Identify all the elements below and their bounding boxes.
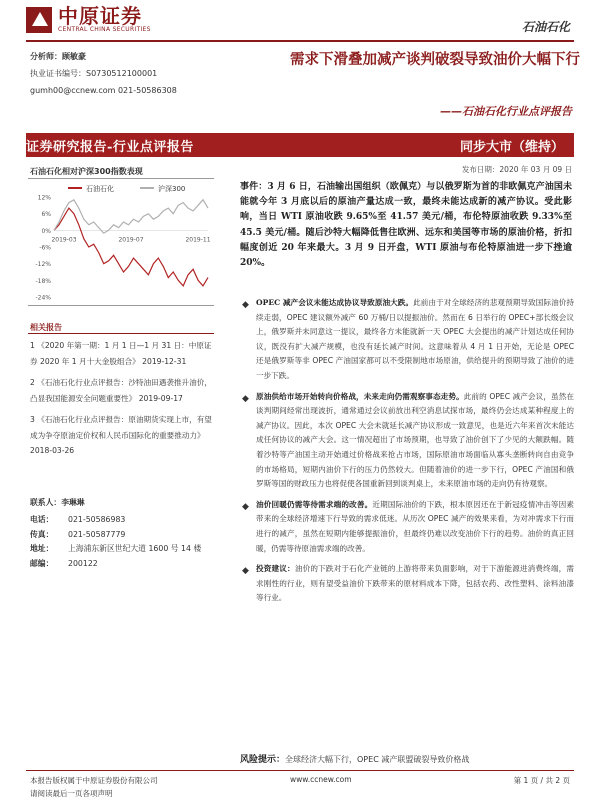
report-subtitle: ——石油石化行业点评报告 (440, 105, 572, 118)
y-tick-label: -24% (35, 294, 51, 302)
event-summary: 事件：3 月 6 日，石油输出国组织（欧佩克）与以俄罗斯为首的非欧佩克产油国未能就今年 3 月底以后的原油产量达成一致，最终未能达成新的减产协议。受此影响，当日 WTI 原油收跌 9.65%至 41.57 美元/桶，布伦特原油收跌 9.33%至 45.5 美元/桶。随后沙特大幅降低售往欧洲、远东和美国等市场的原油价格，折扣幅度创近 20 年来最大。3 月 9 日开盘，WTI 原油与布伦特原油进一步下挫逾 20%。 (240, 182, 572, 269)
contact-phone: 021-50586983 (68, 514, 126, 524)
related-reports-title: 相关报告 (30, 323, 62, 332)
bullet-text: 油价的下跌对于石化产业链的上游将带来负面影响，对于下游能源进消费终端，需求刚性的行业，则有望受益油价下跌带来的原材料成本下降，包括农药、改性塑料、涂料油漆等行业。 (256, 564, 575, 603)
header-rule (26, 40, 574, 42)
x-tick-label: 2019-03 (51, 236, 77, 244)
sector-label: 石油石化 (521, 20, 570, 34)
footer-copyright: 本报告版权属于中原证券股份有限公司 (30, 776, 158, 785)
footer-rule (26, 770, 574, 771)
chart-svg (28, 179, 214, 307)
contact-zip: 200122 (68, 559, 98, 569)
contact-address-row: 地址： 上海浦东新区世纪大道 1600 号 14 楼 (30, 542, 220, 557)
report-date: 发布日期：2020 年 03 月 09 日 (461, 165, 572, 174)
footer-website-link[interactable]: www.ccnew.com (290, 775, 352, 784)
y-tick-label: -12% (35, 261, 51, 269)
analyst-contact: gumh00@ccnew.com 021-50586308 (30, 86, 177, 95)
bullet-lead: 油价回暖仍需等待需求端的改善。 (256, 499, 373, 509)
logo-cn: 中原证券 (58, 4, 142, 28)
analyst-name: 顾敏豪 (62, 52, 86, 61)
logo-en: CENTRAL CHINA SECURITIES (58, 26, 151, 33)
contact-phone-row: 电话： 021-50586983 (30, 513, 220, 528)
analyst-block (30, 48, 177, 99)
risk-text: 全球经济大幅下行，OPEC 减产联盟破裂导致价格战 (285, 755, 470, 764)
contact-person: 李琳琳 (61, 498, 85, 507)
analysis-bullet (240, 390, 574, 492)
banner-report-type: 证券研究报告-行业点评报告 (26, 139, 194, 155)
risk-label: 风险提示： (240, 755, 286, 765)
y-tick-label: 12% (37, 194, 51, 202)
analysis-bullet (240, 296, 574, 384)
logo-mark-icon (26, 7, 68, 33)
legend-label: 石油石化 (86, 185, 114, 193)
series-line (54, 208, 211, 286)
analysis-bullets (240, 296, 574, 612)
x-tick-label: 2019-07 (118, 236, 144, 244)
y-tick-label: 6% (41, 211, 51, 219)
bullet-text: 此前的 OPEC 减产会议，虽然在谈判期间经常出现波折，通常通过会议前放出利空消息试探市场，最终仍会达成某种程度上的减产协议。因此，本次 OPEC 大会未就延长减产协议形成一致意见，也是近六年来首次未能达成任何协议的减产大会。这一情况超出了市场预期，也导致了油价创下了少见的大额跌幅。随着沙特等产油国主动开始通过价格战来抢占市场，国际原油市场面临从寡头垄断转向自由竞争的市场格局，短期内油价下行的压力仍然较大。但随着油价的进一步下行，OPEC 产油国和俄罗斯等国的财政压力也将促使各国重新回到谈判桌上，未来原油市场的走向仍有待观察。 (256, 391, 574, 489)
related-reports-list (30, 338, 216, 465)
contact-address: 上海浦东新区世纪大道 1600 号 14 楼 (68, 544, 202, 554)
y-tick-label: -6% (39, 244, 51, 252)
analysis-bullet (240, 562, 574, 606)
bullet-dot-icon: ◆ (242, 300, 249, 310)
contact-fax-row: 传真： 021-50587779 (30, 528, 220, 543)
y-tick-label: 0% (41, 227, 51, 235)
related-report-item[interactable]: 2 《石油石化行业点评报告：沙特油田遇袭推升油价，凸显我国能源安全问题重要性》 2019-09-17 (30, 378, 212, 403)
risk-warning (240, 752, 469, 765)
chart-title: 石油石化相对沪深300指数表现 (30, 167, 143, 176)
analysis-bullet (240, 498, 574, 556)
bullet-dot-icon: ◆ (242, 501, 249, 512)
related-report-item[interactable]: 3 《石油石化行业点评报告：原油期货实现上市，有望成为争夺原油定价权和人民币国际化的重要推动力》 2018-03-26 (30, 415, 212, 455)
footer-page-number: 第 1 页 / 共 2 页 (513, 776, 570, 785)
y-tick-label: -18% (35, 277, 51, 285)
bullet-dot-icon: ◆ (242, 566, 249, 577)
related-report-item[interactable]: 1 《2020 年第一期：1 月 1 日—1 月 31 日：中原证券 2020 年 1 月十大金股组合》 2019-12-31 (30, 341, 212, 366)
bullet-lead: OPEC 减产会议未能达成协议导致原油大跌。 (256, 298, 414, 307)
legend-label: 沪深300 (158, 185, 186, 193)
bullet-lead: 原油供给市场开始转向价格战，未来走向仍需观察事态走势。 (256, 391, 464, 401)
contact-block (30, 496, 220, 572)
contact-fax: 021-50587779 (68, 529, 126, 539)
bullet-text: 近期国际油价的下跌，根本原因还在于新冠疫情冲击等因素带来的全球经济增速下行导致的需求低迷。从历次 OPEC 减产的效果来看，为对冲需求下行而进行的减产，虽然在短期内能够提振油价，但最终仍难以改变油价下行的趋势。油价的真正回暖，仍需等待原油需求端的改善。 (256, 499, 575, 553)
related-rule (28, 333, 214, 334)
contact-zip-row: 邮编： 200122 (30, 557, 220, 572)
banner-rating: 同步大市（维持） (459, 139, 564, 155)
company-logo (26, 6, 151, 33)
bullet-lead: 投资建议： (256, 564, 295, 574)
bullet-dot-icon: ◆ (242, 393, 249, 404)
relative-performance-chart (28, 178, 214, 306)
x-tick-label: 2019-11 (185, 236, 211, 244)
report-title: 需求下滑叠加减产谈判破裂导致油价大幅下行 (290, 51, 580, 68)
series-line (54, 200, 208, 233)
contact-person-label: 联系人： (30, 498, 62, 507)
footer-disclaimer-link[interactable]: 请阅读最后一页各项声明 (30, 789, 113, 798)
analyst-license: 执业证书编号：S0730512100001 (30, 69, 158, 78)
analyst-name-label: 分析师： (30, 52, 62, 61)
report-banner (26, 133, 574, 157)
bullet-text: 此前由于对全球经济的悲观预期导致国际油价持续走弱，OPEC 建议额外减产 60 万桶/日以提振油价。然而在 6 日举行的 OPEC+部长级会议上，俄罗斯并未同意这一提议，最终各方未能就新一天 OPEC 大会提出的减产计划达成任何协议，既没有扩大减产规模，也没有延长减产时间。这意味着从 4 月 1 日开始，无论是 OPEC 还是俄罗斯等非 OPEC 产油国家都可以不受限制地市场原油，供给提升的预期导致了油价的进一步下跌。 (256, 298, 574, 380)
